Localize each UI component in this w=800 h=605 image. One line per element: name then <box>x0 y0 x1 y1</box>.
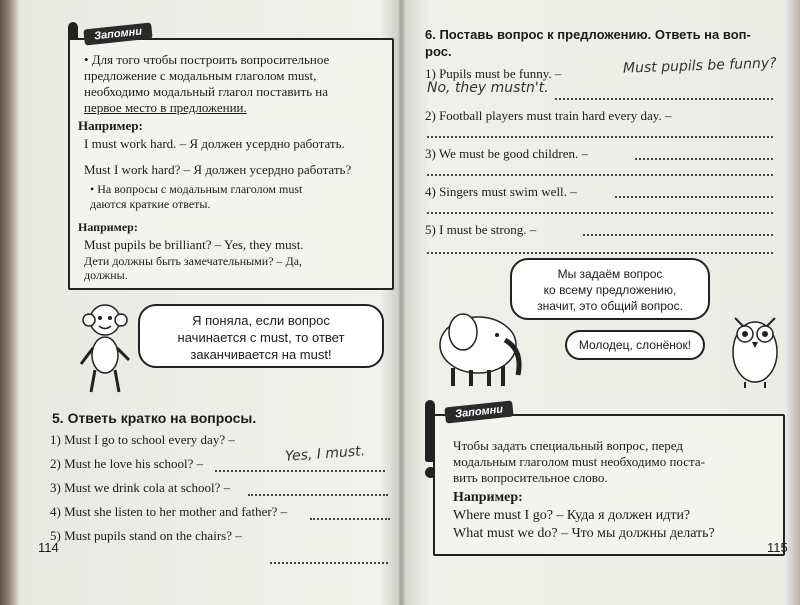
rule-2: • На вопросы с модальным глаголом must даются краткие ответы. <box>90 182 303 211</box>
example-2: What must we do? – Что мы должны делать? <box>453 526 715 541</box>
left-page <box>20 0 395 605</box>
answer-line[interactable] <box>583 234 773 236</box>
example-1: I must work hard. – Я должен усердно работать. <box>84 136 345 151</box>
ex6-item-4: 4) Singers must swim well. – <box>425 184 577 199</box>
owl-speech-bubble: Мы задаём вопрос ко всему предложению, значит, это общий вопрос. <box>510 258 710 320</box>
page-number-115: 115 <box>767 540 788 555</box>
ex6-item-1: 1) Pupils must be funny. – <box>425 66 562 81</box>
ex5-item-2: 2) Must he love his school? – <box>50 456 204 471</box>
ex6-item-3: 3) We must be good children. – <box>425 146 588 161</box>
answer-line[interactable] <box>427 174 773 176</box>
ex6-answer-1-question[interactable]: Must pupils be funny? <box>622 55 777 77</box>
right-page <box>405 0 790 605</box>
example-4: Дети должны быть замечательными? – Да, должны. <box>84 254 303 282</box>
ex5-answer-1[interactable]: Yes, I must. <box>284 443 366 465</box>
answer-line[interactable] <box>555 98 773 100</box>
exercise-5-title: 5. Ответь кратко на вопросы. <box>52 410 257 426</box>
page-number-114: 114 <box>38 540 59 555</box>
answer-line[interactable] <box>215 470 385 472</box>
ex6-answer-1-answer[interactable]: No, they mustn't. <box>427 80 549 96</box>
example-1: Where must I go? – Куда я должен идти? <box>453 508 691 523</box>
answer-line[interactable] <box>427 212 773 214</box>
answer-line[interactable] <box>427 252 773 254</box>
example-3: Must pupils be brilliant? – Yes, they must. <box>84 237 304 252</box>
remember-tag: Запомни <box>83 22 152 45</box>
ex5-item-3: 3) Must we drink cola at school? – <box>50 480 231 495</box>
monkey-speech-bubble: Я поняла, если вопрос начинается с must, то ответ заканчивается на must! <box>138 304 384 368</box>
answer-line[interactable] <box>615 196 773 198</box>
elephant-illustration <box>423 300 533 390</box>
exercise-6-title: 6. Поставь вопрос к предложению. Ответь на воп- рос. <box>425 27 751 59</box>
answer-line[interactable] <box>270 562 388 564</box>
remember-tag: Запомни <box>444 400 513 423</box>
example-label: Например: <box>453 490 523 505</box>
ex5-item-4: 4) Must she listen to her mother and father? – <box>50 504 288 519</box>
answer-line[interactable] <box>635 158 773 160</box>
rule-text: Чтобы задать специальный вопрос, перед модальным глаголом must необходимо поста- вить вопросительное слово. <box>453 438 705 485</box>
answer-line[interactable] <box>427 136 773 138</box>
example-label-2: Например: <box>78 220 138 234</box>
elephant-speech-bubble: Молодец, слонёнок! <box>565 330 705 360</box>
ex5-item-1: 1) Must I go to school every day? – <box>50 432 235 447</box>
ex6-item-5: 5) I must be strong. – <box>425 222 537 237</box>
owl-illustration <box>723 300 787 392</box>
ex5-item-5: 5) Must pupils stand on the chairs? – <box>50 528 242 543</box>
answer-line[interactable] <box>310 518 390 520</box>
ex6-item-2: 2) Football players must train hard every day. – <box>425 108 672 123</box>
example-2: Must I work hard? – Я должен усердно работать? <box>84 162 352 177</box>
example-label: Например: <box>78 118 143 133</box>
monkey-illustration <box>75 300 137 400</box>
answer-line[interactable] <box>248 494 388 496</box>
rule-text: • Для того чтобы построить вопросительное предложение с модальным глаголом must, необходимо модальный глагол поставить на первое место в предложении. <box>84 52 330 115</box>
